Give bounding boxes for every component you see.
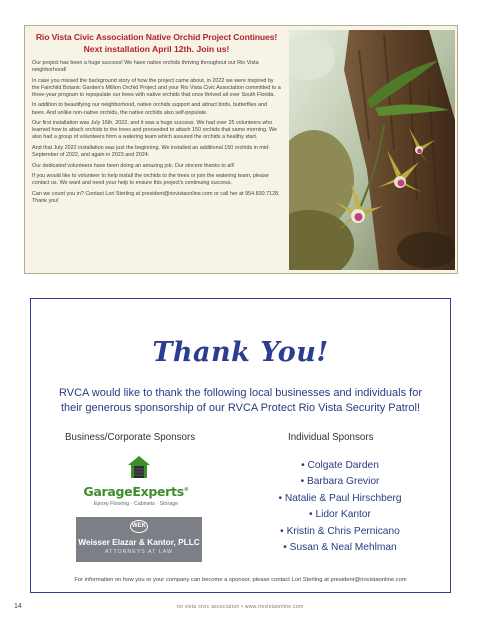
sponsor-name: • Susan & Neal Mehlman [283,542,397,554]
business-sponsors [31,449,241,569]
wek-firm-subtitle: ATTORNEYS AT LAW [104,549,174,555]
wek-firm-name: Weisser Elazar & Kantor, PLLC [78,537,200,547]
garage-house-icon [127,455,151,479]
thank-you-heading: Thank You! [152,337,329,368]
article-paragraph: If you would like to volunteer to help install the orchids to the trees or join the watering team, please contact us. We want and need your help to ensure this project's continuing success. [32,173,269,187]
sponsor-name: • Lidor Kantor [309,509,371,521]
garage-experts-logo [31,484,241,499]
article-paragraph: In addition to beautifying our neighborhood, native orchids support and attract birds, butterflies and bees. And unlike non-native orchids, the native orchids also self-populate. [32,102,267,116]
weisser-elazar-kantor-logo [76,517,202,562]
article-title: Rio Vista Civic Association Native Orchid Project Continues! [35,32,278,42]
individual-sponsors-list [245,458,435,556]
article-paragraph: Our project has been a huge success! We have native orchids thriving throughout our Rio Vista neighborhood! [32,60,259,74]
page-number: 14 [14,603,22,610]
article-paragraph: In case you missed the background story of how the project came about, in 2022 we were inspired by the Fairchild Botanic Garden's Million Orchid Project and your Rio Vista Civic Association committed to a three-year program to repopulate our trees with native orchids that once thrived all over South Florida. [32,77,281,98]
page-footer: rio vista civic association • www.riovistaonline.com [176,604,304,610]
business-sponsors-heading: Business/Corporate Sponsors [65,432,196,443]
sponsor-name: • Kristin & Chris Pernicano [280,525,400,537]
sponsor-name: • Colgate Darden [301,460,379,471]
article-subtitle: Next installation April 12th. Join us! [83,44,230,54]
thanks-intro-line-2: their generous sponsorship of our RVCA Protect Rio Vista Security Patrol! [60,402,421,414]
registered-mark: ® [183,486,189,493]
garage-experts-tagline: Epoxy Flooring · Cabinets · Storage [93,501,179,507]
garage-experts-name: GarageExperts [83,484,184,499]
sponsor-contact-note: For information on how you or your company can become a sponsor, please contact Lori Sterling at president@riovistaonline.com [74,577,407,583]
sponsor-name: • Natalie & Paul Hirschberg [278,492,402,504]
article-paragraph: Can we count you in? Contact Lori Sterling at president@riovistaonline.com or call her at 954.830.7128. Thank you! [32,190,280,204]
article-paragraph: And that July 2022 installation was just the beginning. We installed an additional 150 orchids in mid-September of 2022, and again in 2023 and 2024. [32,144,270,159]
sponsor-thanks-box [30,298,451,593]
wek-monogram: WEK [130,520,148,533]
individual-sponsors-heading: Individual Sponsors [288,432,374,443]
sponsor-name: • Barbara Grevior [300,476,380,488]
orchid-photo [289,30,455,270]
article-paragraph: Our dedicated volunteers have been doing an amazing job. Our sincere thanks to all! [32,162,235,169]
article-text [32,31,281,209]
thanks-intro-line-1: RVCA would like to thank the following local businesses and individuals for [58,387,422,399]
article-paragraph: Our first installation was July 16th, 2022, and it was a huge success. We had over 25 volunteers who learned how to attach orchids to the trees and proceeded to attach 150 orchids that same morning. We also had a group of volunteers form a watering team which assured the orchids a healthy start. [32,120,278,141]
orchid-article [24,25,458,274]
